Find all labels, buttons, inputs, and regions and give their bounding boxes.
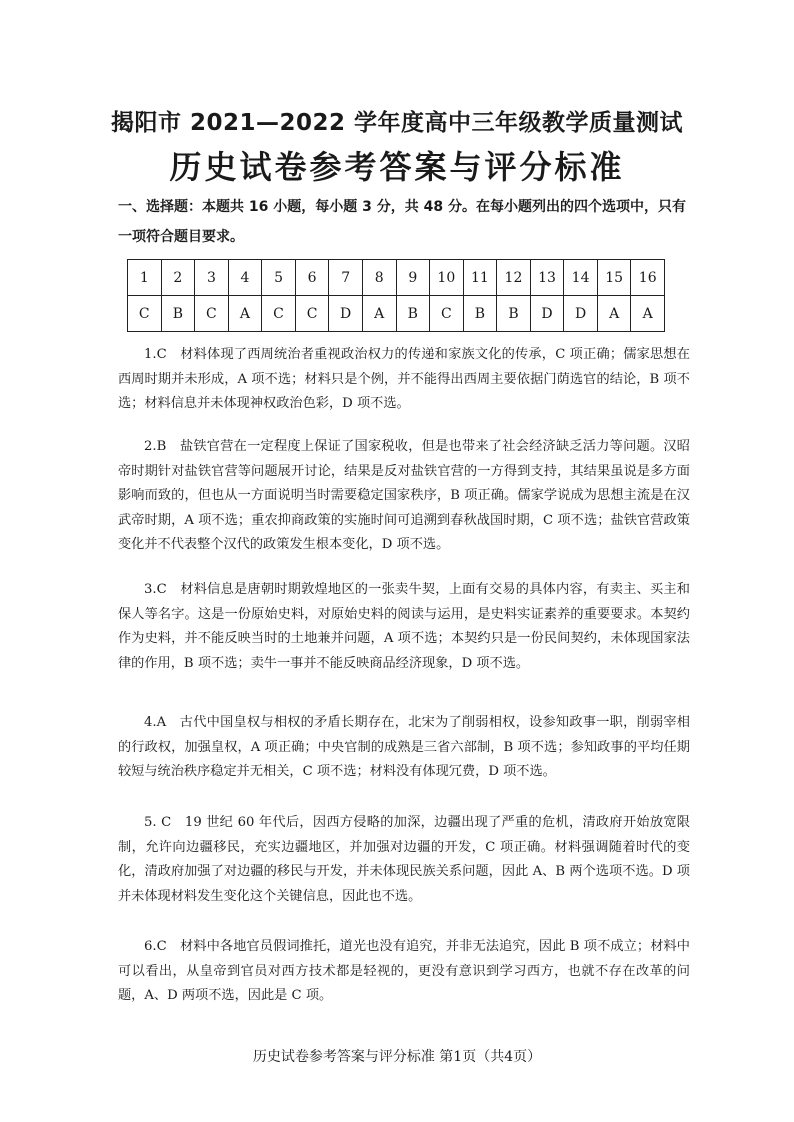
question-number: 10 [430, 260, 464, 296]
question-number: 9 [396, 260, 430, 296]
answer-cell: C [128, 296, 162, 332]
answer-table [127, 259, 665, 332]
answer-cell: D [329, 296, 363, 332]
answer-cell: B [497, 296, 531, 332]
explanation-q1: 1.C 材料体现了西周统治者重视政治权力的传递和家族文化的传承，C 项正确；儒家思想在西周时期并未形成，A 项不选；材料只是个例，并不能得出西周主要依据门荫选官的结论，B 项不选；材料信息并未体现神权政治色彩，D 项不选。 [118, 347, 690, 411]
answer-cell: D [564, 296, 598, 332]
question-number: 16 [631, 260, 665, 296]
question-number: 13 [530, 260, 564, 296]
document-title: 历史试卷参考答案与评分标准 [169, 148, 625, 186]
question-number: 1 [128, 260, 162, 296]
explanation-q6: 6.C 材料中各地官员假词推托，道光也没有追究，并非无法追究，因此 B 项不成立；材料中可以看出，从皇帝到官员对西方技术都是轻视的，更没有意识到学习西方，也就不存在改革的问题，A、D 两项不选，因此是 C 项。 [118, 939, 690, 1003]
question-number: 2 [161, 260, 195, 296]
question-number: 8 [362, 260, 396, 296]
explanation-q2: 2.B 盐铁官营在一定程度上保证了国家税收，但是也带来了社会经济缺乏活力等问题。汉昭帝时期针对盐铁官营等问题展开讨论，结果是反对盐铁官营的一方得到支持，其结果虽说是多方面影响而致的，但也从一方面说明当时需要稳定国家秩序，B 项正确。儒家学说成为思想主流是在汉武帝时期，A 项不选；重农抑商政策的实施时间可追溯到春秋战国时期，C 项不选；盐铁官营政策变化并不代表整个汉代的政策发生根本变化，D 项不选。 [118, 439, 690, 552]
question-number: 5 [262, 260, 296, 296]
answer-cell: A [362, 296, 396, 332]
answer-cell: C [195, 296, 229, 332]
question-number: 7 [329, 260, 363, 296]
section-instruction: 一、选择题：本题共 16 小题，每小题 3 分，共 48 分。在每小题列出的四个选项中，只有一项符合题目要求。 [118, 199, 686, 245]
question-number-row [128, 260, 665, 296]
question-number: 6 [295, 260, 329, 296]
explanation-q4: 4.A 古代中国皇权与相权的矛盾长期存在，北宋为了削弱相权，设参知政事一职，削弱宰相的行政权，加强皇权，A 项正确；中央官制的成熟是三省六部制，B 项不选；参知政事的平均任期较短与统治秩序稳定并无相关，C 项不选；材料没有体现冗费，D 项不选。 [118, 715, 690, 779]
explanation-q3: 3.C 材料信息是唐朝时期敦煌地区的一张卖牛契，上面有交易的具体内容，有卖主、买主和保人等名字。这是一份原始史料，对原始史料的阅读与运用，是史料实证素养的重要要求。本契约作为史料，并不能反映当时的土地兼并问题，A 项不选；本契约只是一份民间契约，未体现国家法律的作用，B 项不选；卖牛一事并不能反映商品经济现象，D 项不选。 [118, 582, 690, 671]
answer-cell: C [262, 296, 296, 332]
page-footer: 历史试卷参考答案与评分标准 第1页（共4页） [252, 1049, 542, 1065]
answer-cell: A [631, 296, 665, 332]
question-number: 11 [463, 260, 497, 296]
answer-cell: A [228, 296, 262, 332]
answer-cell: B [161, 296, 195, 332]
question-number: 4 [228, 260, 262, 296]
exam-title: 揭阳市 2021—2022 学年度高中三年级教学质量测试 [110, 110, 684, 136]
answer-cell: B [463, 296, 497, 332]
answer-cell: B [396, 296, 430, 332]
explanation-q5: 5. C 19 世纪 60 年代后，因西方侵略的加深，边疆出现了严重的危机，清政府开始放宽限制，允许向边疆移民，充实边疆地区，并加强对边疆的开发，C 项正确。材料强调随着时代的变化，清政府加强了对边疆的移民与开发，并未体现民族关系问题，因此 A、B 两个选项不选。D 项并未体现材料发生变化这个关键信息，因此也不选。 [118, 815, 690, 904]
question-number: 14 [564, 260, 598, 296]
answer-cell: A [597, 296, 631, 332]
question-number: 3 [195, 260, 229, 296]
question-number: 12 [497, 260, 531, 296]
answer-cell: D [530, 296, 564, 332]
answer-cell: C [430, 296, 464, 332]
answer-cell: C [295, 296, 329, 332]
question-number: 15 [597, 260, 631, 296]
answer-row [128, 296, 665, 332]
